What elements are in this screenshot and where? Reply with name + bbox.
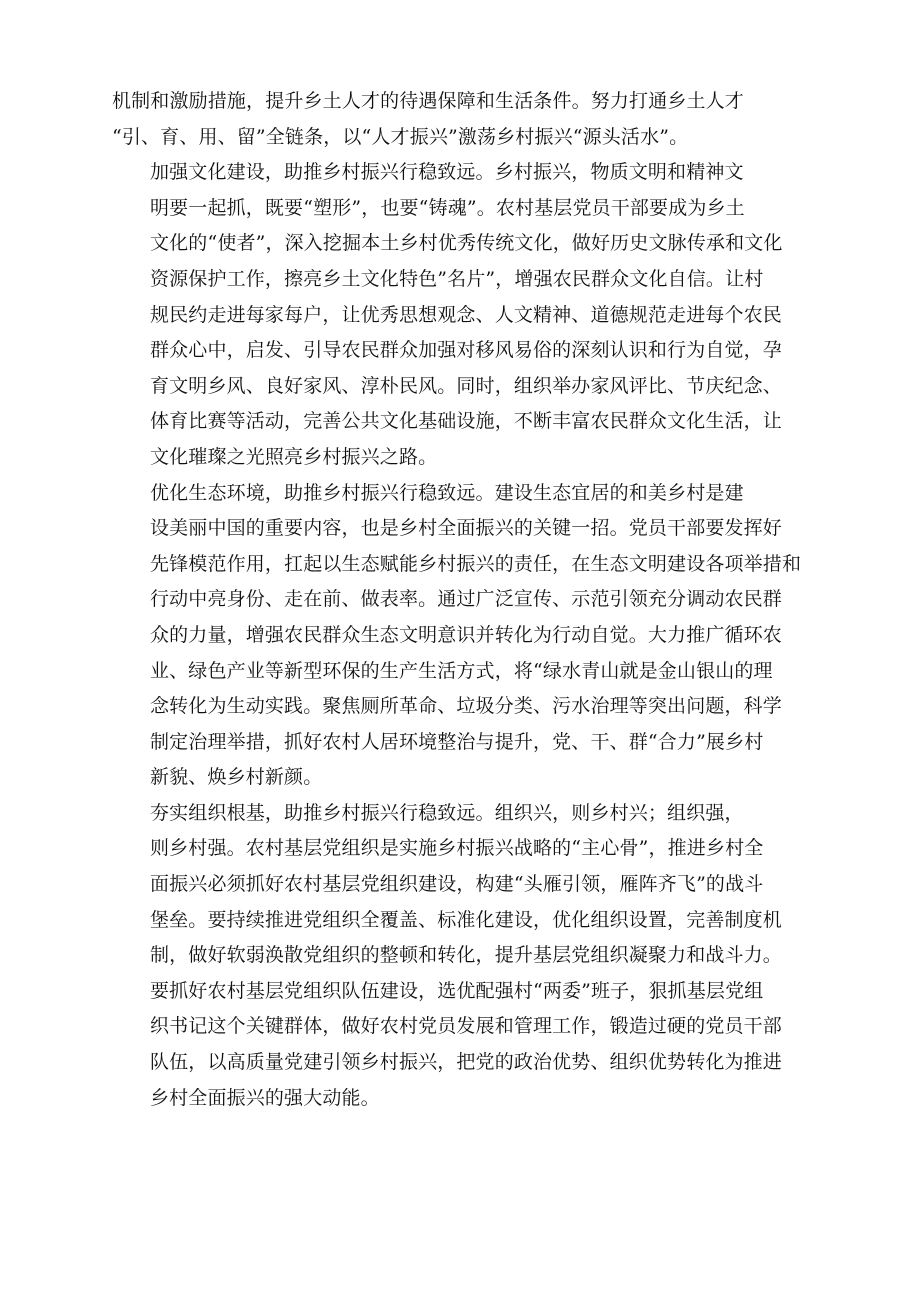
text-line: 行动中亮身份、走在前、做表率。通过广泛宣传、示范引领充分调动农民群 xyxy=(150,588,782,611)
organization-paragraph xyxy=(112,796,816,1116)
text-line: 要抓好农村基层党组织队伍建设，选优配强村“两委”班子，狠抓基层党组 xyxy=(150,979,764,1002)
text-line: 则乡村强。农村基层党组织是实施乡村振兴战略的“主心骨”，推进乡村全 xyxy=(150,837,764,860)
text-line: 队伍，以高质量党建引领乡村振兴，把党的政治优势、组织优势转化为推进 xyxy=(150,1051,782,1074)
text-line: 规民约走进每家每户，让优秀思想观念、人文精神、道德规范走进每个农民 xyxy=(150,303,782,326)
text-line: 先锋模范作用，扛起以生态赋能乡村振兴的责任，在生态文明建设各项举措和 xyxy=(150,552,802,575)
text-line: 面振兴必须抓好农村基层党组织建设，构建“头雁引领，雁阵齐飞”的战斗 xyxy=(150,873,764,896)
text-line: 文化的“使者”，深入挖掘本土乡村优秀传统文化，做好历史文脉传承和文化 xyxy=(150,232,783,255)
text-line: 夯实组织根基，助推乡村振兴行稳致远。组织兴，则乡村兴；组织强， xyxy=(150,801,744,824)
text-line: 体育比赛等活动，完善公共文化基础设施，不断丰富农民群众文化生活，让 xyxy=(150,410,782,433)
text-line: 念转化为生动实践。聚焦厕所革命、垃圾分类、污水治理等突出问题，科学 xyxy=(150,695,782,718)
fragment-paragraph xyxy=(112,84,816,155)
ecology-paragraph xyxy=(112,476,816,796)
text-line: 资源保护工作，擦亮乡土文化特色”名片”，增强农民群众文化自信。让村 xyxy=(150,267,764,290)
text-line: 明要一起抓，既要“塑形”，也要“铸魂”。农村基层党员干部要成为乡土 xyxy=(150,196,745,219)
article-body xyxy=(112,84,816,1116)
text-line: “引、育、用、留”全链条，以“人才振兴”激荡乡村振兴“源头活水”。 xyxy=(112,125,689,148)
text-line: 乡村全面振兴的强大动能。 xyxy=(150,1086,380,1109)
culture-paragraph xyxy=(112,155,816,475)
text-line: 业、绿色产业等新型环保的生产生活方式，将“绿水青山就是金山银山的理 xyxy=(150,659,773,682)
text-line: 文化璀璨之光照亮乡村振兴之路。 xyxy=(150,445,438,468)
text-line: 织书记这个关键群体，做好农村党员发展和管理工作，锻造过硬的党员干部 xyxy=(150,1015,782,1038)
text-line: 设美丽中国的重要内容，也是乡村全面振兴的关键一招。党员干部要发挥好 xyxy=(150,517,782,540)
text-line: 众的力量，增强农民群众生态文明意识并转化为行动自觉。大力推广循环农 xyxy=(150,623,782,646)
text-line: 优化生态环境，助推乡村振兴行稳致远。建设生态宜居的和美乡村是建 xyxy=(150,481,744,504)
text-line: 育文明乡风、良好家风、淳朴民风。同时，组织举办家风评比、节庆纪念、 xyxy=(150,374,782,397)
text-line: 机制和激励措施，提升乡土人才的待遇保障和生活条件。努力打通乡土人才 xyxy=(112,90,744,112)
text-line: 堡垒。要持续推进党组织全覆盖、标准化建设，优化组织设置，完善制度机 xyxy=(150,908,782,931)
text-line: 新貌、焕乡村新颜。 xyxy=(150,766,323,789)
text-line: 制定治理举措，抓好农村人居环境整治与提升，党、干、群“合力”展乡村 xyxy=(150,730,764,753)
text-line: 群众心中，启发、引导农民群众加强对移风易俗的深刻认识和行为自觉，孕 xyxy=(150,339,782,362)
text-line: 加强文化建设，助推乡村振兴行稳致远。乡村振兴，物质文明和精神文 xyxy=(150,161,744,184)
text-line: 制，做好软弱涣散党组织的整顿和转化，提升基层党组织凝聚力和战斗力。 xyxy=(150,944,782,967)
